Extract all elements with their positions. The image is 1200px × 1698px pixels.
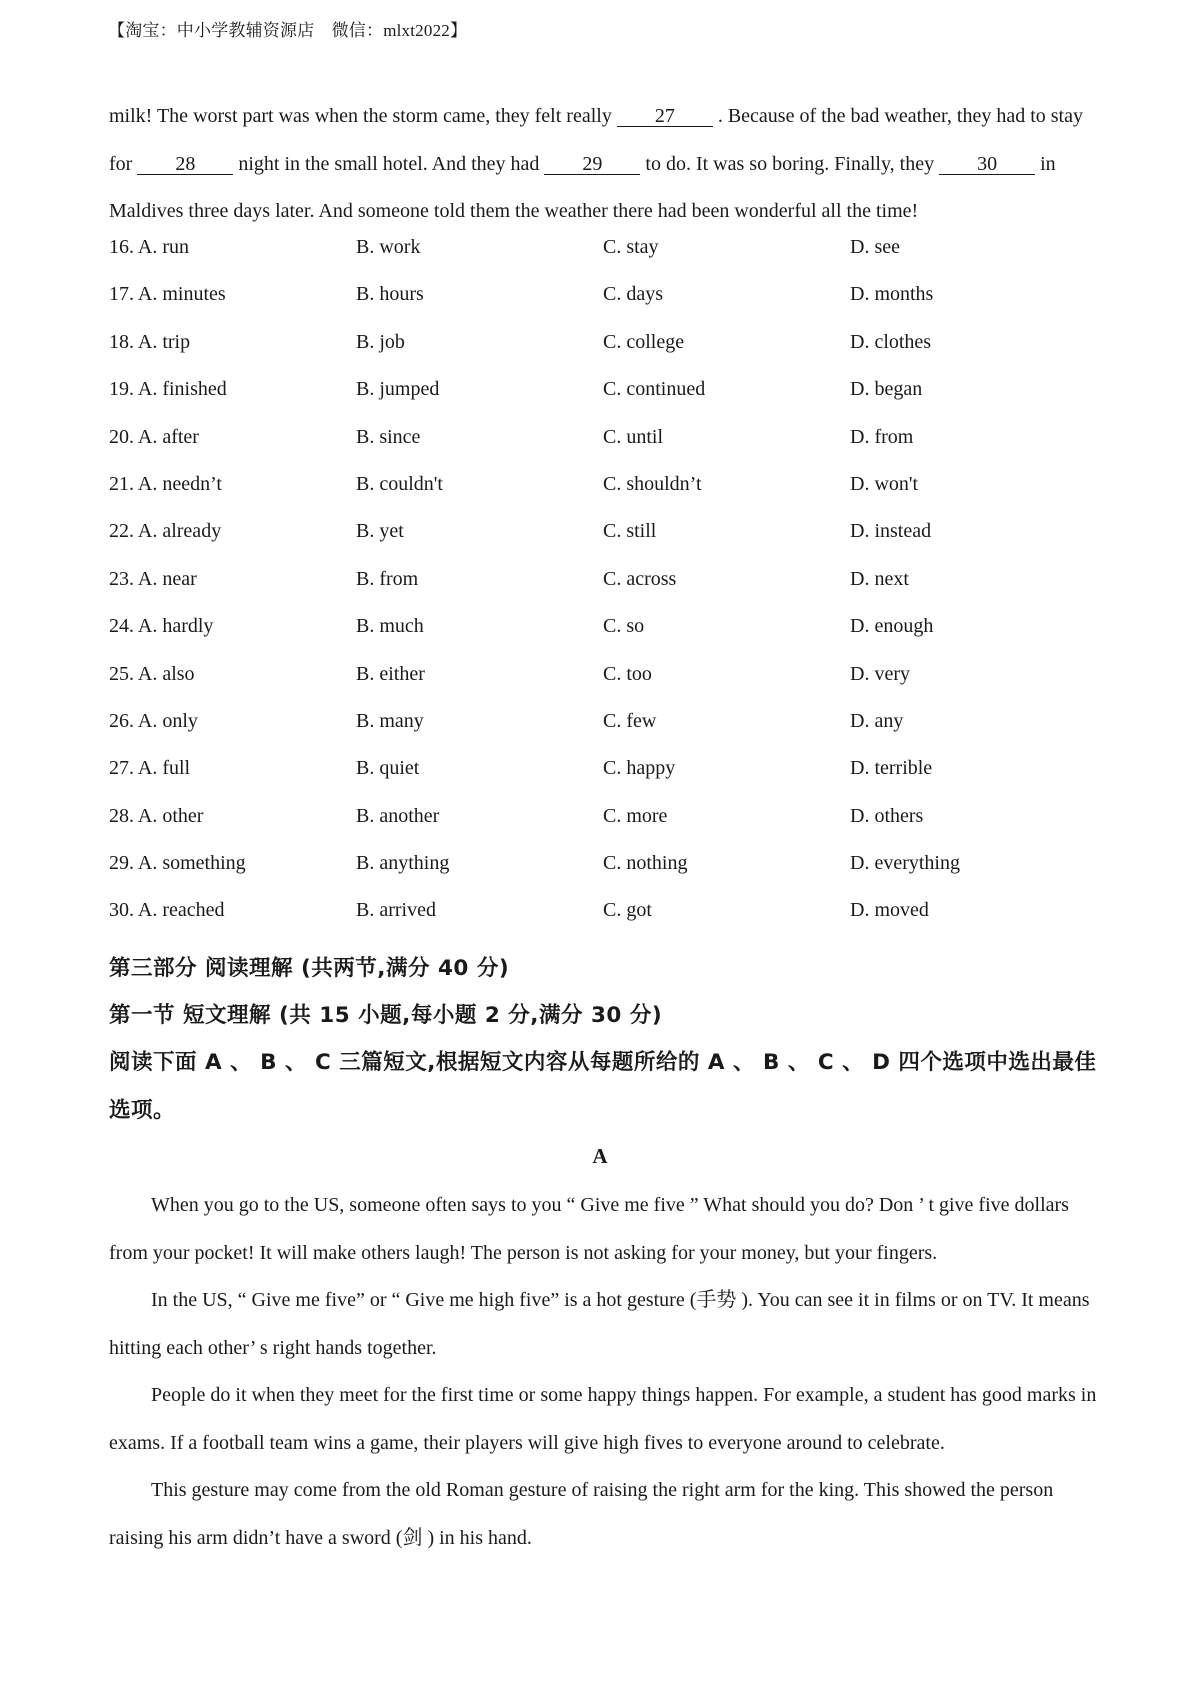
option-a: 20. A. after [109, 425, 199, 448]
option-b: B. jumped [356, 378, 440, 401]
option-d: D. next [850, 567, 909, 590]
option-c: C. got [603, 899, 652, 922]
cloze-text-1: milk! The worst part was when the storm came, they felt really [109, 105, 617, 127]
option-c: C. nothing [603, 852, 688, 875]
option-c: C. stay [603, 236, 659, 258]
option-b: B. hours [356, 283, 424, 306]
option-a: 24. A. hardly [109, 615, 214, 638]
option-b: B. couldn't [356, 472, 443, 495]
blank-27: 27 [617, 106, 713, 127]
option-c: C. still [603, 520, 657, 543]
option-c: C. continued [603, 378, 706, 401]
option-a: 19. A. finished [109, 378, 227, 401]
option-d: D. won't [850, 472, 919, 495]
option-row [109, 852, 1104, 899]
option-a: 27. A. full [109, 757, 191, 780]
option-a: 21. A. needn’t [109, 472, 222, 495]
option-b: B. much [356, 615, 424, 638]
passage-paragraph: In the US, “ Give me five” or “ Give me high five” is a hot gesture (手势 ). You can see it in films or on TV. It means hitting each other’ s right hands together. [109, 1289, 1090, 1359]
option-d: D. clothes [850, 330, 932, 353]
option-d: D. instead [850, 520, 932, 543]
option-a: 29. A. something [109, 852, 246, 875]
option-a: 26. A. only [109, 709, 198, 732]
option-c: C. across [603, 567, 677, 590]
option-b: B. work [356, 236, 421, 258]
option-c: C. college [603, 330, 685, 353]
option-a: 30. A. reached [109, 899, 225, 922]
option-row [109, 757, 1104, 804]
option-row [109, 236, 1104, 283]
section-heading-sub1: 第一节 短文理解 (共 15 小题,每小题 2 分,满分 30 分) [109, 1003, 663, 1028]
option-b: B. job [356, 330, 405, 353]
option-b: B. many [356, 709, 424, 732]
option-a: 22. A. already [109, 520, 222, 543]
option-row [109, 520, 1104, 567]
option-list [109, 236, 1104, 947]
option-b: B. another [356, 804, 440, 827]
option-a: 17. A. minutes [109, 283, 226, 306]
option-d: D. enough [850, 615, 934, 638]
section-heading-part3: 第三部分 阅读理解 (共两节,满分 40 分) [109, 956, 510, 981]
option-c: C. more [603, 804, 668, 827]
option-c: C. few [603, 709, 657, 732]
option-c: C. too [603, 662, 652, 685]
option-row [109, 615, 1104, 662]
option-a: 25. A. also [109, 662, 195, 685]
option-d: D. from [850, 425, 914, 448]
blank-28: 28 [137, 154, 233, 175]
option-d: D. everything [850, 852, 960, 875]
option-row [109, 283, 1104, 330]
option-d: D. any [850, 709, 904, 732]
option-c: C. so [603, 615, 645, 638]
option-b: B. either [356, 662, 425, 685]
option-d: D. others [850, 804, 924, 827]
option-c: C. days [603, 283, 663, 306]
option-d: D. moved [850, 899, 929, 922]
instructions: 阅读下面 A 、 B 、 C 三篇短文,根据短文内容从每题所给的 A 、 B 、 C 、 D 四个选项中选出最佳选项。 [109, 1050, 1097, 1123]
option-row [109, 426, 1104, 473]
option-a: 18. A. trip [109, 330, 191, 353]
blank-29: 29 [544, 154, 640, 175]
option-b: B. from [356, 567, 419, 590]
passage-paragraph: This gesture may come from the old Roman gesture of raising the right arm for the king. This showed the person raising his arm didn’t have a sword (剑 ) in his hand. [109, 1479, 1054, 1549]
option-d: D. months [850, 283, 934, 306]
option-a: 28. A. other [109, 804, 204, 827]
cloze-text-5: in Maldives three days later. And someone told them the weather there had been wonderful all the time! [109, 152, 1056, 222]
option-row [109, 663, 1104, 710]
option-a: 16. A. run [109, 236, 189, 258]
option-d: D. very [850, 662, 910, 685]
option-b: B. yet [356, 520, 404, 543]
option-c: C. until [603, 425, 664, 448]
passage-paragraph: People do it when they meet for the first time or some happy things happen. For example, a student has good marks in exams. If a football team wins a game, their players will give high fives to everyone around to celebrate. [109, 1384, 1097, 1454]
blank-30: 30 [939, 154, 1035, 175]
option-row [109, 473, 1104, 520]
option-c: C. happy [603, 757, 676, 780]
option-b: B. anything [356, 852, 450, 875]
cloze-paragraph [109, 93, 1104, 236]
option-b: B. quiet [356, 757, 420, 780]
option-d: D. began [850, 378, 923, 401]
page-header: 【淘宝：中小学教辅资源店 微信：mlxt2022】 [108, 21, 468, 40]
option-row [109, 899, 1104, 946]
option-a: 23. A. near [109, 567, 197, 590]
cloze-text-4: to do. It was so boring. Finally, they [640, 152, 940, 175]
cloze-text-3: night in the small hotel. And they had [233, 152, 545, 175]
option-d: D. terrible [850, 757, 933, 780]
passage-title: A [592, 1144, 608, 1168]
option-d: D. see [850, 236, 900, 258]
option-row [109, 710, 1104, 757]
option-b: B. since [356, 425, 421, 448]
passage-paragraph: When you go to the US, someone often says to you “ Give me five ” What should you do? Don ’ t give five dollars from your pocket! It will make others laugh! The person is not asking for your money, but your fingers. [109, 1194, 1069, 1264]
passage-a [109, 1182, 1104, 1562]
option-row [109, 378, 1104, 425]
cloze-text-2: . Because of the bad weather, they had to stay for [109, 105, 1083, 175]
option-b: B. arrived [356, 899, 436, 922]
option-row [109, 568, 1104, 615]
option-row [109, 331, 1104, 378]
option-row [109, 805, 1104, 852]
option-c: C. shouldn’t [603, 472, 702, 495]
